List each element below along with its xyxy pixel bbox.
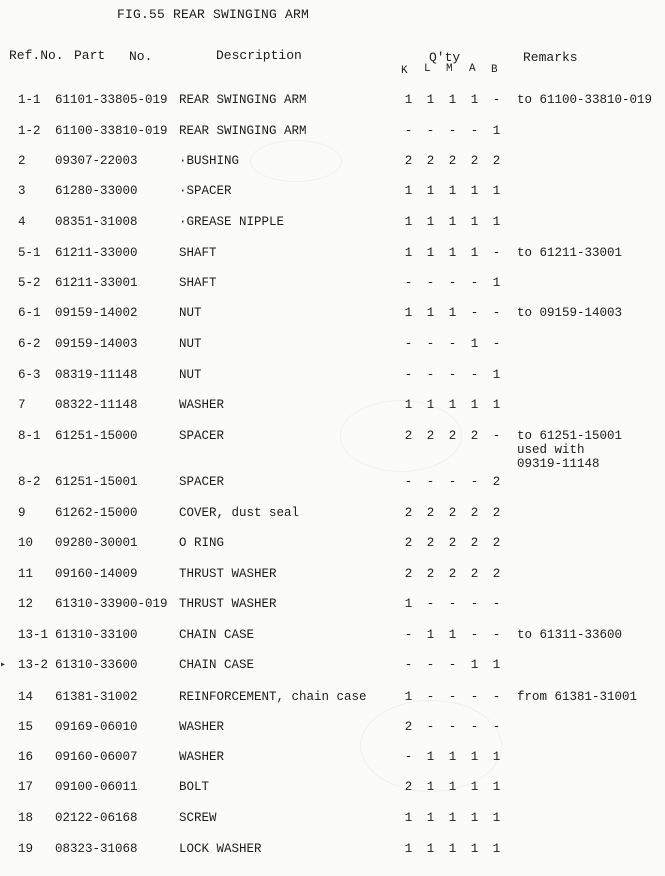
qty-l: 2: [426, 429, 435, 443]
ref-number: 9: [18, 506, 26, 520]
qty-k: -: [404, 475, 413, 489]
qty-l: -: [426, 368, 435, 382]
table-row: [0, 780, 665, 802]
table-row: [0, 690, 665, 712]
qty-b: -: [492, 306, 501, 320]
description: WASHER: [179, 750, 225, 764]
qty-k: 1: [404, 184, 413, 198]
part-number: 08322-11148: [55, 398, 138, 412]
qty-m: -: [448, 368, 457, 382]
qty-l: -: [426, 597, 435, 611]
qty-m: 2: [448, 567, 457, 581]
part-number: 08323-31068: [55, 842, 138, 856]
qty-l: 1: [426, 628, 435, 642]
qty-b: -: [492, 597, 501, 611]
qty-m: 2: [448, 506, 457, 520]
remarks: from 61381-31001: [517, 690, 638, 704]
qty-m: -: [448, 124, 457, 138]
ref-number: 2: [18, 154, 26, 168]
qty-a: 2: [470, 429, 479, 443]
qty-m: 1: [448, 628, 457, 642]
part-number: 09160-14009: [55, 567, 138, 581]
table-row: [0, 306, 665, 328]
qty-b: 1: [492, 398, 501, 412]
qty-a: 1: [470, 811, 479, 825]
qty-m: -: [448, 276, 457, 290]
row-marker-arrow: ▸: [0, 660, 7, 671]
qty-a: 1: [470, 658, 479, 672]
table-row: [0, 506, 665, 528]
qty-k: 1: [404, 690, 413, 704]
qty-b: -: [492, 246, 501, 260]
ref-number: 19: [18, 842, 34, 856]
header-model-k: K: [401, 65, 408, 77]
qty-a: 1: [470, 842, 479, 856]
part-number: 09280-30001: [55, 536, 138, 550]
qty-l: 1: [426, 780, 435, 794]
part-number: 08351-31008: [55, 215, 138, 229]
qty-m: 1: [448, 842, 457, 856]
qty-l: -: [426, 690, 435, 704]
bleed-through-shape: [360, 700, 502, 792]
qty-l: 2: [426, 536, 435, 550]
qty-a: -: [470, 628, 479, 642]
qty-k: -: [404, 276, 413, 290]
qty-k: -: [404, 124, 413, 138]
qty-l: -: [426, 337, 435, 351]
qty-a: 1: [470, 337, 479, 351]
qty-b: -: [492, 429, 501, 443]
qty-l: 1: [426, 750, 435, 764]
qty-k: -: [404, 628, 413, 642]
description: REAR SWINGING ARM: [179, 124, 307, 138]
table-row: [0, 246, 665, 268]
qty-m: -: [448, 720, 457, 734]
qty-a: -: [470, 690, 479, 704]
description: COVER, dust seal: [179, 506, 300, 520]
qty-l: 1: [426, 398, 435, 412]
table-row: [0, 750, 665, 772]
part-number: 09160-06007: [55, 750, 138, 764]
description: THRUST WASHER: [179, 597, 277, 611]
header-refno: Ref.No.: [9, 48, 64, 63]
ref-number: 6-3: [18, 368, 41, 382]
qty-m: 1: [448, 398, 457, 412]
table-row: [0, 368, 665, 390]
qty-k: -: [404, 750, 413, 764]
ref-number: 1-2: [18, 124, 41, 138]
part-number: 61211-33000: [55, 246, 138, 260]
qty-b: 1: [492, 276, 501, 290]
header-model-b: B: [491, 64, 498, 76]
qty-k: 1: [404, 398, 413, 412]
qty-l: 1: [426, 306, 435, 320]
table-row: [0, 628, 665, 650]
ref-number: 3: [18, 184, 26, 198]
description: BOLT: [179, 780, 210, 794]
table-row: [0, 536, 665, 558]
ref-number: 5-1: [18, 246, 41, 260]
table-row: [0, 842, 665, 864]
ref-number: 16: [18, 750, 34, 764]
qty-a: 1: [470, 184, 479, 198]
qty-a: -: [470, 368, 479, 382]
part-number: 61211-33001: [55, 276, 138, 290]
qty-k: 1: [404, 306, 413, 320]
qty-m: -: [448, 658, 457, 672]
part-number: 61310-33600: [55, 658, 138, 672]
qty-b: 2: [492, 475, 501, 489]
ref-number: 6-1: [18, 306, 41, 320]
part-number: 09100-06011: [55, 780, 138, 794]
qty-b: 2: [492, 536, 501, 550]
qty-b: 2: [492, 154, 501, 168]
ref-number: 12: [18, 597, 34, 611]
qty-m: -: [448, 597, 457, 611]
qty-l: -: [426, 276, 435, 290]
qty-l: 1: [426, 215, 435, 229]
part-number: 09159-14002: [55, 306, 138, 320]
part-number: 61101-33805-019: [55, 93, 168, 107]
ref-number: 17: [18, 780, 34, 794]
qty-a: -: [470, 124, 479, 138]
qty-m: -: [448, 690, 457, 704]
table-row: [0, 429, 665, 471]
header-no: No.: [129, 49, 153, 64]
qty-b: -: [492, 690, 501, 704]
qty-k: 2: [404, 536, 413, 550]
qty-a: 2: [470, 506, 479, 520]
qty-m: 1: [448, 246, 457, 260]
qty-m: 1: [448, 811, 457, 825]
qty-k: 2: [404, 506, 413, 520]
part-number: 61280-33000: [55, 184, 138, 198]
ref-number: 13-2: [18, 658, 49, 672]
ref-number: 15: [18, 720, 34, 734]
table-row: [0, 154, 665, 176]
description: NUT: [179, 337, 202, 351]
description: THRUST WASHER: [179, 567, 277, 581]
ref-number: 1-1: [18, 93, 41, 107]
qty-k: 1: [404, 93, 413, 107]
remarks: to 61100-33810-019: [517, 93, 653, 107]
qty-a: 2: [470, 536, 479, 550]
qty-m: 1: [448, 215, 457, 229]
qty-b: 1: [492, 368, 501, 382]
description: SCREW: [179, 811, 217, 825]
qty-l: 1: [426, 246, 435, 260]
qty-b: -: [492, 720, 501, 734]
qty-l: 1: [426, 842, 435, 856]
part-number: 02122-06168: [55, 811, 138, 825]
qty-a: -: [470, 306, 479, 320]
part-number: 61251-15000: [55, 429, 138, 443]
ref-number: 18: [18, 811, 34, 825]
qty-k: -: [404, 368, 413, 382]
header-qty: Q'ty: [429, 50, 461, 65]
part-number: 09159-14003: [55, 337, 138, 351]
description: LOCK WASHER: [179, 842, 262, 856]
qty-m: 2: [448, 154, 457, 168]
qty-l: 1: [426, 811, 435, 825]
header-model-a: A: [469, 63, 476, 75]
remarks: to 61311-33600: [517, 628, 623, 642]
qty-b: 1: [492, 811, 501, 825]
description: REAR SWINGING ARM: [179, 93, 307, 107]
qty-l: -: [426, 720, 435, 734]
table-row: [0, 337, 665, 359]
ref-number: 6-2: [18, 337, 41, 351]
table-row: [0, 215, 665, 237]
description: WASHER: [179, 398, 225, 412]
ref-number: 13-1: [18, 628, 49, 642]
qty-a: 1: [470, 780, 479, 794]
qty-k: 2: [404, 780, 413, 794]
ref-number: 10: [18, 536, 34, 550]
qty-m: 1: [448, 93, 457, 107]
qty-a: -: [470, 276, 479, 290]
ref-number: 8-2: [18, 475, 41, 489]
description: CHAIN CASE: [179, 628, 255, 642]
qty-k: 2: [404, 154, 413, 168]
part-number: 08319-11148: [55, 368, 138, 382]
description: REINFORCEMENT, chain case: [179, 690, 367, 704]
description: SPACER: [179, 429, 225, 443]
qty-k: 1: [404, 811, 413, 825]
qty-l: -: [426, 658, 435, 672]
table-row: [0, 276, 665, 298]
ref-number: 5-2: [18, 276, 41, 290]
table-row: [0, 124, 665, 146]
qty-m: 2: [448, 536, 457, 550]
table-row: [0, 398, 665, 420]
table-row: [0, 658, 665, 680]
qty-b: 1: [492, 750, 501, 764]
description: SHAFT: [179, 276, 217, 290]
description: ·GREASE NIPPLE: [179, 215, 285, 229]
ref-number: 4: [18, 215, 26, 229]
qty-k: 1: [404, 215, 413, 229]
qty-b: 1: [492, 780, 501, 794]
description: CHAIN CASE: [179, 658, 255, 672]
qty-k: 1: [404, 246, 413, 260]
table-row: [0, 720, 665, 742]
qty-m: 2: [448, 429, 457, 443]
qty-b: -: [492, 628, 501, 642]
header-model-l: L: [424, 63, 431, 75]
table-row: [0, 475, 665, 497]
qty-l: 1: [426, 184, 435, 198]
qty-b: 2: [492, 506, 501, 520]
table-row: [0, 567, 665, 589]
qty-m: 1: [448, 780, 457, 794]
ref-number: 8-1: [18, 429, 41, 443]
remarks: to 09159-14003: [517, 306, 623, 320]
table-row: [0, 93, 665, 115]
qty-k: 1: [404, 597, 413, 611]
qty-m: 1: [448, 306, 457, 320]
qty-a: 2: [470, 154, 479, 168]
part-number: 61310-33100: [55, 628, 138, 642]
qty-l: 1: [426, 93, 435, 107]
part-number: 61100-33810-019: [55, 124, 168, 138]
qty-a: -: [470, 475, 479, 489]
qty-k: 2: [404, 720, 413, 734]
qty-k: 2: [404, 429, 413, 443]
description: ·SPACER: [179, 184, 232, 198]
qty-a: 1: [470, 246, 479, 260]
remarks: to 61251-15001 used with 09319-11148: [517, 429, 623, 471]
qty-b: 1: [492, 184, 501, 198]
description: ·BUSHING: [179, 154, 240, 168]
qty-l: 2: [426, 154, 435, 168]
qty-a: 1: [470, 93, 479, 107]
qty-k: -: [404, 337, 413, 351]
qty-a: 1: [470, 215, 479, 229]
part-number: 61251-15001: [55, 475, 138, 489]
header-model-m: M: [446, 63, 453, 75]
ref-number: 7: [18, 398, 26, 412]
qty-l: -: [426, 124, 435, 138]
qty-a: -: [470, 597, 479, 611]
description: NUT: [179, 368, 202, 382]
qty-b: 1: [492, 215, 501, 229]
qty-l: -: [426, 475, 435, 489]
description: SPACER: [179, 475, 225, 489]
qty-b: 1: [492, 658, 501, 672]
qty-m: -: [448, 337, 457, 351]
part-number: 61381-31002: [55, 690, 138, 704]
qty-k: -: [404, 658, 413, 672]
ref-number: 14: [18, 690, 34, 704]
qty-m: -: [448, 475, 457, 489]
qty-m: 1: [448, 184, 457, 198]
header-part: Part: [74, 48, 106, 63]
remarks: to 61211-33001: [517, 246, 623, 260]
qty-a: 1: [470, 750, 479, 764]
description: WASHER: [179, 720, 225, 734]
qty-b: 1: [492, 124, 501, 138]
qty-b: 1: [492, 842, 501, 856]
qty-m: 1: [448, 750, 457, 764]
qty-b: -: [492, 337, 501, 351]
qty-b: -: [492, 93, 501, 107]
table-row: [0, 597, 665, 619]
part-number: 61262-15000: [55, 506, 138, 520]
qty-a: 1: [470, 398, 479, 412]
page-title: FIG.55 REAR SWINGING ARM: [117, 7, 310, 22]
part-number: 09169-06010: [55, 720, 138, 734]
ref-number: 11: [18, 567, 34, 581]
qty-b: 2: [492, 567, 501, 581]
part-number: 61310-33900-019: [55, 597, 168, 611]
part-number: 09307-22003: [55, 154, 138, 168]
table-row: [0, 811, 665, 833]
qty-a: 2: [470, 567, 479, 581]
header-description: Description: [216, 48, 302, 63]
qty-l: 2: [426, 567, 435, 581]
description: NUT: [179, 306, 202, 320]
header-remarks: Remarks: [523, 50, 578, 65]
table-row: [0, 184, 665, 206]
qty-k: 1: [404, 842, 413, 856]
qty-a: -: [470, 720, 479, 734]
description: O RING: [179, 536, 225, 550]
qty-k: 2: [404, 567, 413, 581]
qty-l: 2: [426, 506, 435, 520]
description: SHAFT: [179, 246, 217, 260]
